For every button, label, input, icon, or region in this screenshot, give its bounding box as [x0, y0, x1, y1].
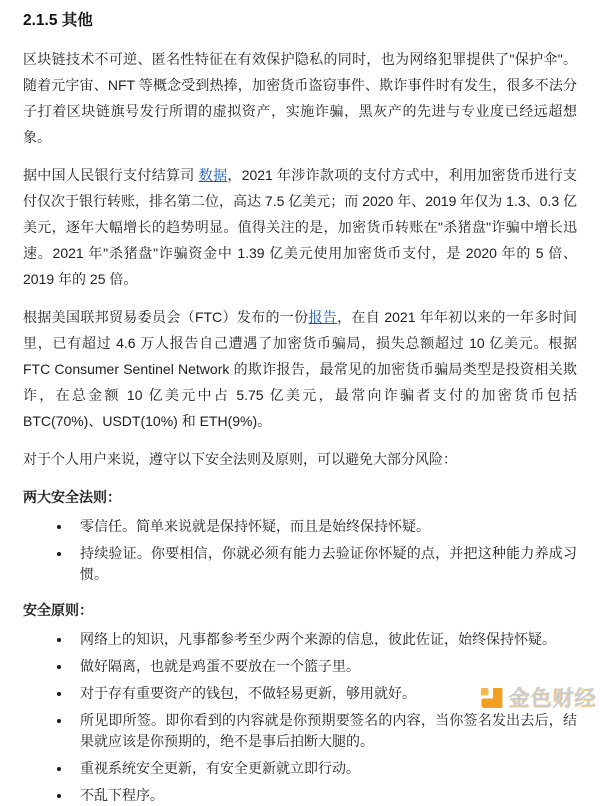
paragraph — [23, 46, 577, 150]
paragraph — [23, 162, 577, 292]
jinse-finance-logo-icon — [479, 685, 506, 712]
section-label — [23, 484, 577, 510]
text-run: 对于个人用户来说，遵守以下安全法则及原则，可以避免大部分风险： — [23, 451, 457, 467]
pboc-data-link[interactable]: 数据 — [198, 167, 228, 183]
bullet-list — [23, 516, 577, 585]
list-item: • 重视系统安全更新，有安全更新就立即行动。 — [72, 758, 577, 779]
paragraph — [23, 446, 577, 472]
list-item: • 对于存有重要资产的钱包，不做轻易更新，够用就好。 — [72, 683, 577, 704]
text-run: 安全原则： — [23, 602, 93, 618]
list-item: • 零信任。简单来说就是保持怀疑，而且是始终保持怀疑。 — [72, 516, 577, 537]
list-item: • 网络上的知识，凡事都参考至少两个来源的信息，彼此佐证，始终保持怀疑。 — [72, 629, 577, 650]
list-item: • 所见即所签。即你看到的内容就是你预期要签名的内容，当你签名发出去后，结果就应该是你预期的，绝不是事后拍断大腿的。 — [72, 710, 577, 752]
text-run: 根据美国联邦贸易委员会（FTC）发布的一份 — [23, 309, 309, 325]
list-item: • 不乱下程序。 — [72, 785, 577, 806]
text-run: ，2021 年涉诈款项的支付方式中，利用加密货币进行支付仅次于银行转账，排名第二位，高达 7.5 亿美元；而 2020 年、2019 年仅为 1.3、0.3 亿美元，逐年大幅增长的趋势明显。值得关注的是，加密货币转账在"杀猪盘"诈骗中增长迅速。2021 年"杀猪盘"诈骗资金中 1.39 亿美元使用加密货币支付，是 2020 年的 5 倍、2019 年的 25 倍。 — [23, 167, 578, 287]
bullet-list — [23, 629, 577, 806]
list-item: • 持续验证。你要相信，你就必须有能力去验证你怀疑的点，并把这种能力养成习惯。 — [72, 543, 577, 585]
section-heading: 2.1.5 其他 — [23, 12, 93, 29]
text-run: ，在自 2021 年年初以来的一年多时间里，已有超过 4.6 万人报告自己遭遇了加密货币骗局，损失总额超过 10 亿美元。根据 FTC Consumer Sentinel Network 的欺诈报告，最常见的加密货币骗局类型是投资相关欺诈，在总金额 10 亿美元中占 5.75 亿美元，最常向诈骗者支付的加密货币包括 BTC(70%)、USDT(10%) 和 ETH(9%)。 — [23, 309, 577, 429]
paragraph — [23, 304, 577, 434]
list-item: • 做好隔离，也就是鸡蛋不要放在一个篮子里。 — [72, 656, 577, 677]
jinse-finance-watermark — [479, 685, 597, 712]
section-label — [23, 597, 577, 623]
text-run: 两大安全法则： — [23, 489, 121, 505]
ftc-report-link[interactable]: 报告 — [308, 309, 338, 325]
text-run: 区块链技术不可逆、匿名性特征在有效保护隐私的同时，也为网络犯罪提供了"保护伞"。随着元宇宙、NFT 等概念受到热捧，加密货币盗窃事件、欺诈事件时有发生，很多不法分子打着区块链旗号发行所谓的虚拟资产，实施诈骗，黑灰产的先进与专业度已经远超想象。 — [23, 51, 577, 145]
text-run: 据中国人民银行支付结算司 — [23, 167, 199, 183]
watermark-brand-text: 金色财经 — [509, 687, 597, 710]
